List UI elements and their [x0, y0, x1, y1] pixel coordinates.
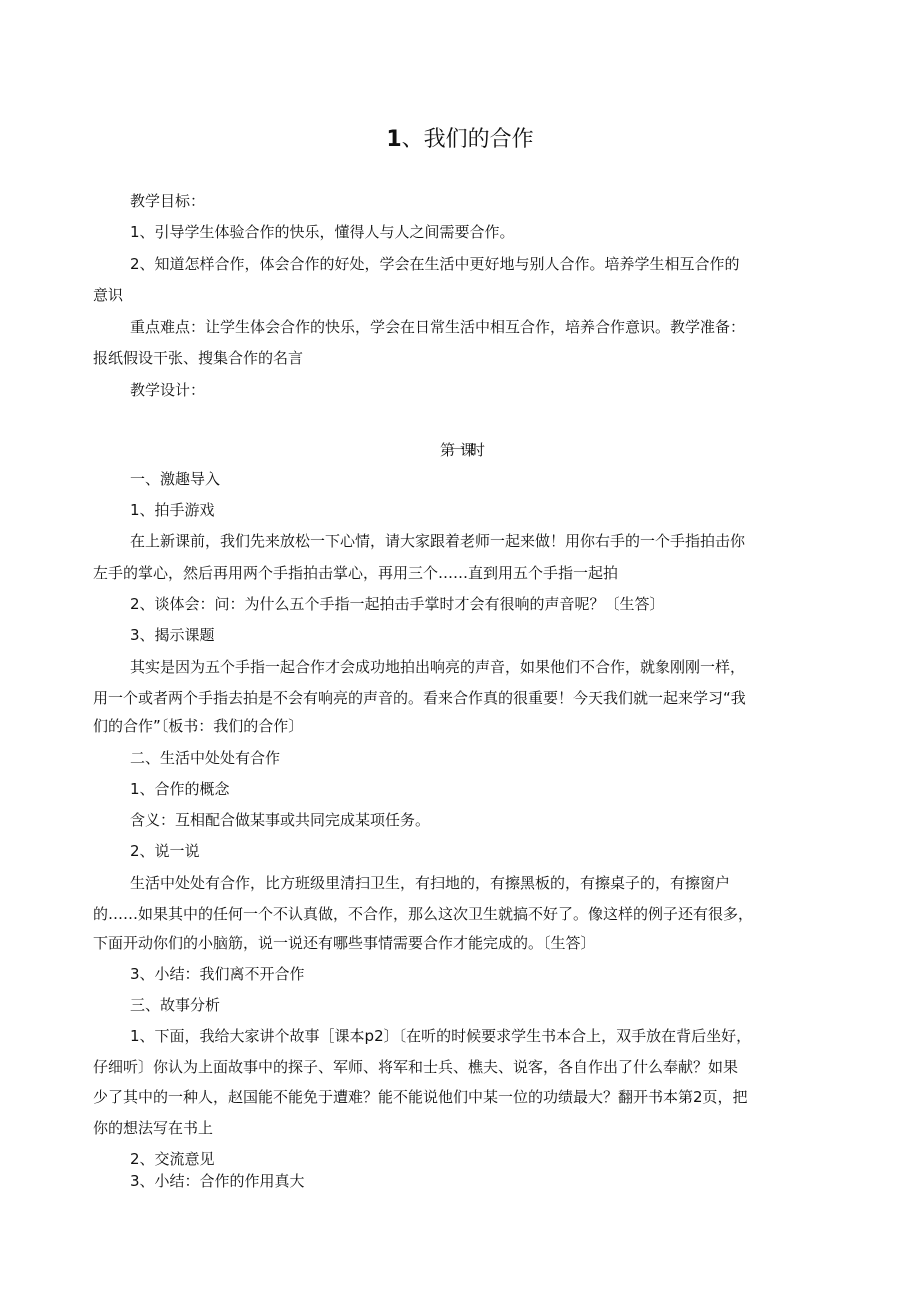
design-heading: 教学设计： — [130, 381, 206, 399]
goal-item-2-cont: 意识 — [93, 286, 124, 304]
section-2-item-1: 1、合作的概念 — [130, 780, 230, 798]
goal-heading: 教学目标： — [130, 192, 206, 210]
section-3-item-1-cont: 仔细听〕你认为上面故事中的探子、军师、将军和士兵、樵夫、说客，各自作出了什么奉献？如果 — [93, 1058, 739, 1076]
section-2-item-3: 3、小结：我们离不开合作 — [130, 965, 305, 983]
title-text: 、我们的合作 — [401, 127, 534, 152]
section-1-item-3: 3、揭示课题 — [130, 626, 215, 644]
section-1-item-2: 2、谈体会：问：为什么五个手指一起拍击手掌时才会有很响的声音呢？〔生答〕 — [130, 595, 665, 613]
title-number: 1 — [386, 127, 402, 152]
lesson-heading: 第一课时 — [439, 441, 480, 459]
section-3-heading: 三、故事分析 — [130, 996, 221, 1014]
section-1-heading: 一、激趣导入 — [130, 470, 221, 488]
section-2-paragraph: 生活中处处有合作，比方班级里清扫卫生，有扫地的，有擦黑板的，有擦桌子的，有擦窗户 — [130, 874, 731, 892]
section-3-item-1-cont-2: 少了其中的一种人，赵国能不能免于遭难？能不能说他们中某一位的功绩最大？翻开书本第2页，把 — [93, 1088, 748, 1106]
page-title — [0, 124, 920, 156]
key-points-cont: 报纸假设干张、搜集合作的名言 — [93, 349, 304, 367]
key-points: 重点难点：让学生体会合作的快乐，学会在日常生活中相互合作，培养合作意识。教学准备： — [130, 318, 746, 336]
section-3-item-3: 3、小结：合作的作用真大 — [130, 1172, 305, 1190]
section-2-paragraph-cont: 的……如果其中的任何一个不认真做，不合作，那么这次卫生就搞不好了。像这样的例子还有很多， — [93, 905, 754, 923]
section-3-item-1-end: 你的想法写在书上 — [93, 1119, 214, 1137]
section-2-heading: 二、生活中处处有合作 — [130, 749, 281, 767]
section-2-definition: 含义：互相配合做某事或共同完成某项任务。 — [130, 811, 431, 829]
section-1-item-1: 1、拍手游戏 — [130, 501, 215, 519]
section-3-item-1: 1、下面，我给大家讲个故事［课本p2〕〔在听的时候要求学生书本合上，双手放在背后坐好， — [130, 1027, 752, 1045]
section-1-paragraph-2-end: 们的合作”〔板书：我们的合作〕 — [93, 717, 304, 735]
section-2-item-2: 2、说一说 — [130, 842, 200, 860]
goal-item-2: 2、知道怎样合作，体会合作的好处，学会在生活中更好地与别人合作。培养学生相互合作的 — [130, 255, 740, 273]
section-3-item-2: 2、交流意见 — [130, 1150, 215, 1168]
section-1-paragraph-2-cont: 用一个或者两个手指去拍是不会有响亮的声音的。看来合作真的很重要！今天我们就一起来学习“我 — [93, 689, 746, 707]
section-1-paragraph-2: 其实是因为五个手指一起合作才会成功地拍出响亮的声音，如果他们不合作，就象刚刚一样， — [130, 658, 746, 676]
section-1-paragraph-cont: 左手的掌心，然后再用两个手指拍击掌心，再用三个……直到用五个手指一起拍 — [93, 564, 619, 582]
section-2-paragraph-end: 下面开动你们的小脑筋，说一说还有哪些事情需要合作才能完成的。〔生答〕 — [93, 934, 596, 952]
section-1-paragraph: 在上新课前，我们先来放松一下心情，请大家跟着老师一起来做！用你右手的一个手指拍击你 — [130, 532, 746, 550]
goal-item-1: 1、引导学生体验合作的快乐，懂得人与人之间需要合作。 — [130, 223, 515, 241]
